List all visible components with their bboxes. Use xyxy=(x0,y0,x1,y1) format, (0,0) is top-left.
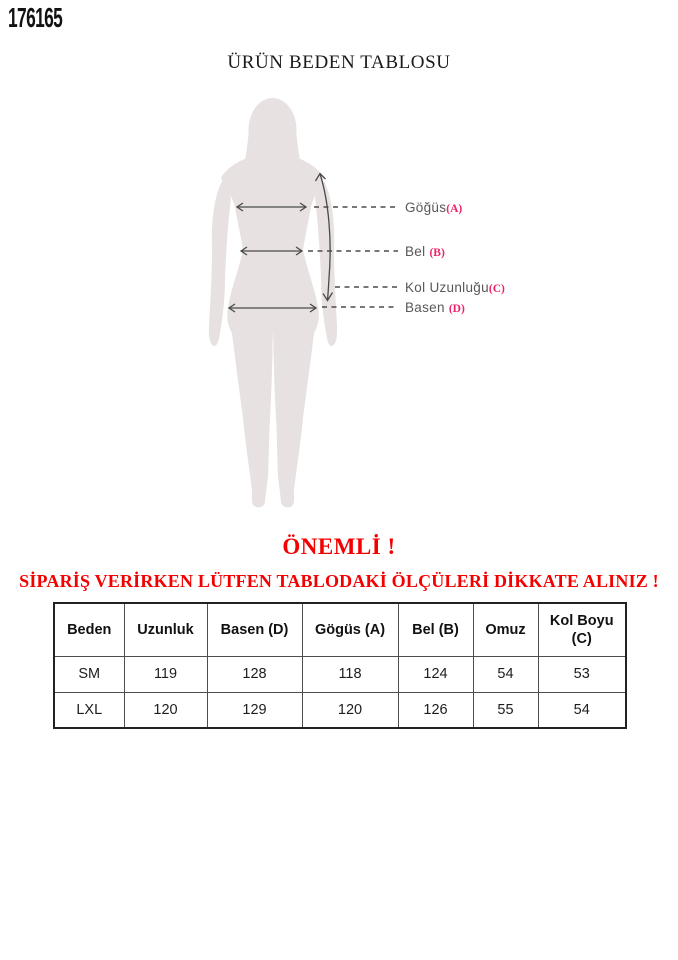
sm-bel: 124 xyxy=(398,656,473,692)
order-warning-text: SİPARİŞ VERİRKEN LÜTFEN TABLODAKİ ÖLÇÜLERİ DİKKATE ALINIZ ! xyxy=(19,571,659,591)
silhouette-shapes xyxy=(209,98,337,507)
header-omuz: Omuz xyxy=(473,603,538,656)
lxl-kol-boyu: 54 xyxy=(538,692,626,728)
sm-kol-boyu: 53 xyxy=(538,656,626,692)
chest-label xyxy=(405,200,462,217)
lxl-gogus: 120 xyxy=(302,692,398,728)
lxl-omuz: 55 xyxy=(473,692,538,728)
table-row-lxl xyxy=(54,692,626,728)
chest-label-text: Göğüs xyxy=(405,200,447,215)
size-table-header xyxy=(54,603,626,656)
size-table-body xyxy=(54,656,626,728)
sm-basen: 128 xyxy=(207,656,302,692)
important-heading: ÖNEMLİ ! xyxy=(282,534,396,559)
female-silhouette-figure xyxy=(195,90,440,520)
hip-label xyxy=(405,300,465,317)
hip-label-text: Basen xyxy=(405,300,449,315)
sm-uzunluk: 119 xyxy=(124,656,207,692)
size-table xyxy=(53,602,627,729)
page-title: ÜRÜN BEDEN TABLOSU xyxy=(227,52,451,73)
lxl-basen: 129 xyxy=(207,692,302,728)
header-uzunluk: Uzunluk xyxy=(124,603,207,656)
arm-length-label-code: (C) xyxy=(488,283,505,295)
header-bel: Bel (B) xyxy=(398,603,473,656)
header-beden: Beden xyxy=(54,603,124,656)
lxl-beden: LXL xyxy=(54,692,124,728)
sm-beden: SM xyxy=(54,656,124,692)
header-kol-boyu: Kol Boyu (C) xyxy=(538,603,626,656)
waist-label-code: (B) xyxy=(429,247,445,259)
table-row-sm xyxy=(54,656,626,692)
arm-length-label-text: Kol Uzunluğu xyxy=(405,280,489,295)
chest-label-code: (A) xyxy=(446,203,463,215)
lxl-bel: 126 xyxy=(398,692,473,728)
table-header-row xyxy=(54,603,626,656)
arm-length-label xyxy=(405,280,505,297)
lxl-uzunluk: 120 xyxy=(124,692,207,728)
sm-gogus: 118 xyxy=(302,656,398,692)
waist-label-text: Bel xyxy=(405,244,430,259)
header-gogus: Gögüs (A) xyxy=(302,603,398,656)
waist-label xyxy=(405,244,445,261)
silhouette-arm-left xyxy=(209,181,231,346)
product-code: 176165 xyxy=(8,2,63,33)
hip-label-code: (D) xyxy=(448,303,465,315)
header-basen: Basen (D) xyxy=(207,603,302,656)
body-measurement-diagram xyxy=(195,90,440,520)
silhouette-torso-legs xyxy=(221,142,324,507)
sm-omuz: 54 xyxy=(473,656,538,692)
silhouette-arm-right xyxy=(315,181,337,346)
